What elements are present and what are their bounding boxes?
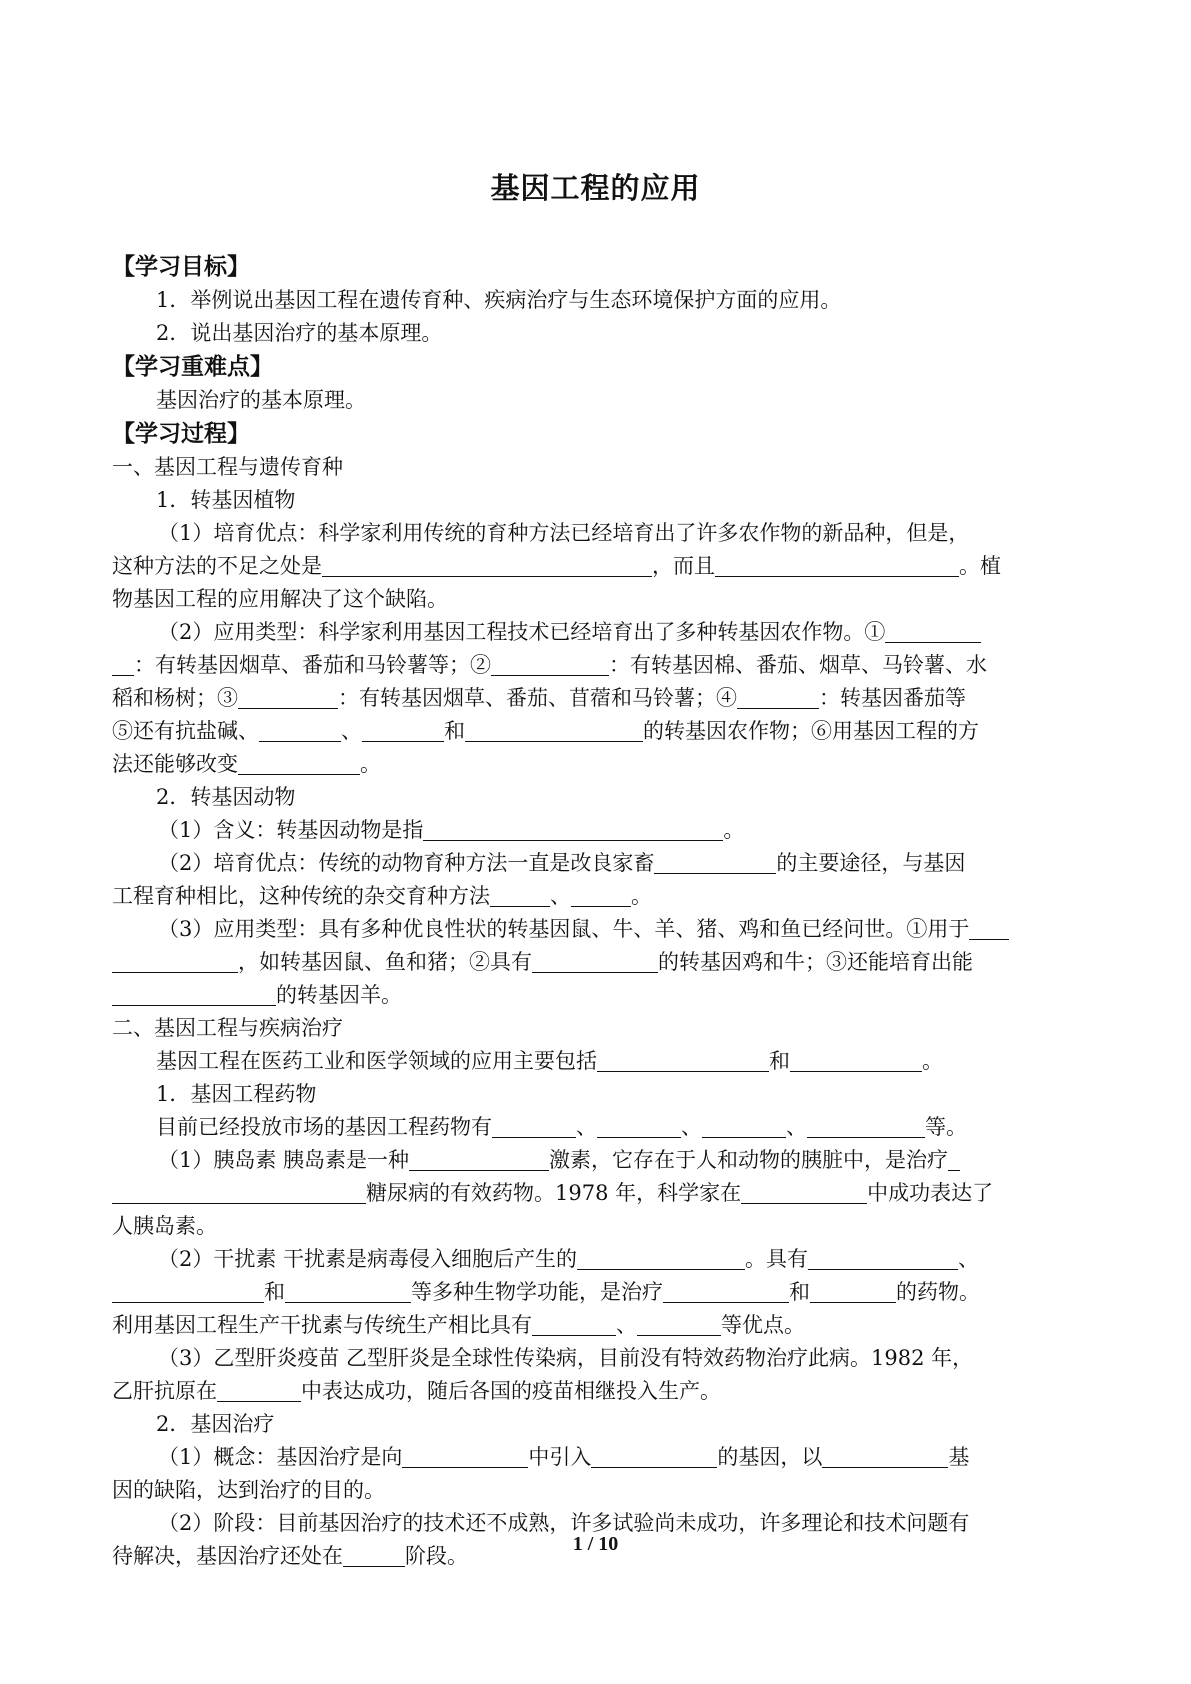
- blank[interactable]: [112, 950, 238, 973]
- document-body: [112, 250, 1084, 1573]
- keypoints-heading: 【学习重难点】: [112, 354, 273, 380]
- keypoints-text: 基因治疗的基本原理。: [156, 388, 366, 412]
- blank[interactable]: [737, 686, 819, 709]
- subsection-title: 1．基因工程药物: [156, 1082, 317, 1106]
- paragraph: 利用基因工程生产干扰素与传统生产相比具有 、 等优点。: [112, 1313, 805, 1337]
- blank[interactable]: [591, 1445, 717, 1468]
- blank[interactable]: [885, 620, 981, 643]
- blank[interactable]: [571, 884, 631, 907]
- paragraph: 的转基因羊。: [112, 979, 1084, 1012]
- paragraph: 物基因工程的应用解决了这个缺陷。: [112, 587, 448, 611]
- paragraph: 人胰岛素。: [112, 1214, 217, 1238]
- blank[interactable]: [238, 752, 360, 775]
- blank[interactable]: [423, 818, 723, 841]
- objective-item: 2．说出基因治疗的基本原理。: [156, 321, 443, 345]
- blank[interactable]: [577, 1247, 745, 1270]
- paragraph: （1）胰岛素 胰岛素是一种 激素，它存在于人和动物的胰脏中，是治疗: [112, 1144, 1084, 1177]
- paragraph: （1）培育优点：科学家利用传统的育种方法已经培育出了许多农作物的新品种，但是，: [158, 521, 970, 545]
- paragraph: ：有转基因烟草、番茄和马铃薯等；② ：有转基因棉、番茄、烟草、马铃薯、水: [112, 649, 1084, 682]
- paragraph: （2）应用类型：科学家利用基因工程技术已经培育出了多种转基因农作物。①: [112, 616, 1084, 649]
- page-number: 1 / 10: [572, 1533, 619, 1555]
- blank[interactable]: [637, 1313, 721, 1336]
- paragraph: （3）应用类型：具有多种优良性状的转基因鼠、牛、羊、猪、鸡和鱼已经问世。①用于: [112, 913, 1084, 946]
- blank[interactable]: [490, 884, 550, 907]
- blank[interactable]: [597, 1115, 681, 1138]
- paragraph: 目前已经投放市场的基因工程药物有 、 、 、 等。: [156, 1115, 967, 1139]
- paragraph: 待解决，基因治疗还处在 阶段。: [112, 1544, 468, 1568]
- blank[interactable]: [285, 1280, 411, 1303]
- paragraph: 稻和杨树；③ ：有转基因烟草、番茄、苜蓿和马铃薯；④ ：转基因番茄等: [112, 686, 966, 710]
- paragraph: 糖尿病的有效药物。1978 年，科学家在 中成功表达了: [112, 1177, 1084, 1210]
- blank[interactable]: [259, 719, 341, 742]
- paragraph: 法还能够改变 。: [112, 752, 381, 776]
- paragraph: ，如转基因鼠、鱼和猪；②具有 的转基因鸡和牛；③还能培育出能: [112, 946, 1084, 979]
- paragraph: 工程育种相比，这种传统的杂交育种方法 、 。: [112, 884, 652, 908]
- process-heading: 【学习过程】: [112, 421, 250, 447]
- objectives-heading: 【学习目标】: [112, 254, 250, 280]
- blank[interactable]: [532, 950, 658, 973]
- blank[interactable]: [948, 1148, 960, 1171]
- paragraph: 因的缺陷，达到治疗的目的。: [112, 1478, 385, 1502]
- blank[interactable]: [969, 917, 1009, 940]
- paragraph: 和 等多种生物学功能，是治疗 和 的药物。: [112, 1276, 1084, 1309]
- objective-item: 1．举例说出基因工程在遗传育种、疾病治疗与生态环境保护方面的应用。: [156, 288, 842, 312]
- subsection-title: 1．转基因植物: [156, 488, 296, 512]
- blank[interactable]: [810, 1280, 896, 1303]
- paragraph: （3）乙型肝炎疫苗 乙型肝炎是全球性传染病，目前没有特效药物治疗此病。1982 年，: [158, 1346, 974, 1370]
- paragraph: （2）阶段：目前基因治疗的技术还不成熟，许多试验尚未成功，许多理论和技术问题有: [158, 1511, 970, 1535]
- paragraph: （1）概念：基因治疗是向 中引入 的基因，以 基: [158, 1445, 970, 1469]
- section-title: 一、基因工程与遗传育种: [112, 455, 343, 479]
- blank[interactable]: [741, 1181, 867, 1204]
- blank[interactable]: [112, 653, 134, 676]
- blank[interactable]: [715, 554, 959, 577]
- paragraph: （2）培育优点：传统的动物育种方法一直是改良家畜 的主要途径，与基因: [158, 851, 966, 875]
- blank[interactable]: [402, 1445, 528, 1468]
- paragraph: 这种方法的不足之处是 ，而且 。植: [112, 554, 1001, 578]
- blank[interactable]: [362, 719, 444, 742]
- paragraph: 乙肝抗原在 中表达成功，随后各国的疫苗相继投入生产。: [112, 1379, 721, 1403]
- blank[interactable]: [112, 983, 276, 1006]
- paragraph: （1）含义：转基因动物是指 。: [158, 818, 745, 842]
- section-title: 二、基因工程与疾病治疗: [112, 1016, 343, 1040]
- blank[interactable]: [238, 686, 338, 709]
- blank[interactable]: [654, 851, 776, 874]
- subsection-title: 2．转基因动物: [156, 785, 296, 809]
- paragraph: 基因工程在医药工业和医学领域的应用主要包括 和 。: [156, 1049, 943, 1073]
- blank[interactable]: [597, 1049, 769, 1072]
- blank[interactable]: [217, 1379, 301, 1402]
- blank[interactable]: [465, 719, 643, 742]
- paragraph: ⑤还有抗盐碱、 、 和 的转基因农作物；⑥用基因工程的方: [112, 719, 979, 743]
- blank[interactable]: [532, 1313, 616, 1336]
- blank[interactable]: [492, 1115, 576, 1138]
- subsection-title: 2．基因治疗: [156, 1412, 275, 1436]
- blank[interactable]: [112, 1280, 264, 1303]
- blank[interactable]: [409, 1148, 549, 1171]
- blank[interactable]: [702, 1115, 786, 1138]
- blank[interactable]: [663, 1280, 789, 1303]
- blank[interactable]: [807, 1115, 925, 1138]
- blank[interactable]: [822, 1445, 948, 1468]
- blank[interactable]: [790, 1049, 922, 1072]
- page-title: 基因工程的应用: [490, 171, 701, 205]
- blank[interactable]: [491, 653, 609, 676]
- blank[interactable]: [808, 1247, 958, 1270]
- paragraph: （2）干扰素 干扰素是病毒侵入细胞后产生的 。具有 、: [158, 1247, 980, 1271]
- blank[interactable]: [112, 1181, 366, 1204]
- blank[interactable]: [322, 554, 652, 577]
